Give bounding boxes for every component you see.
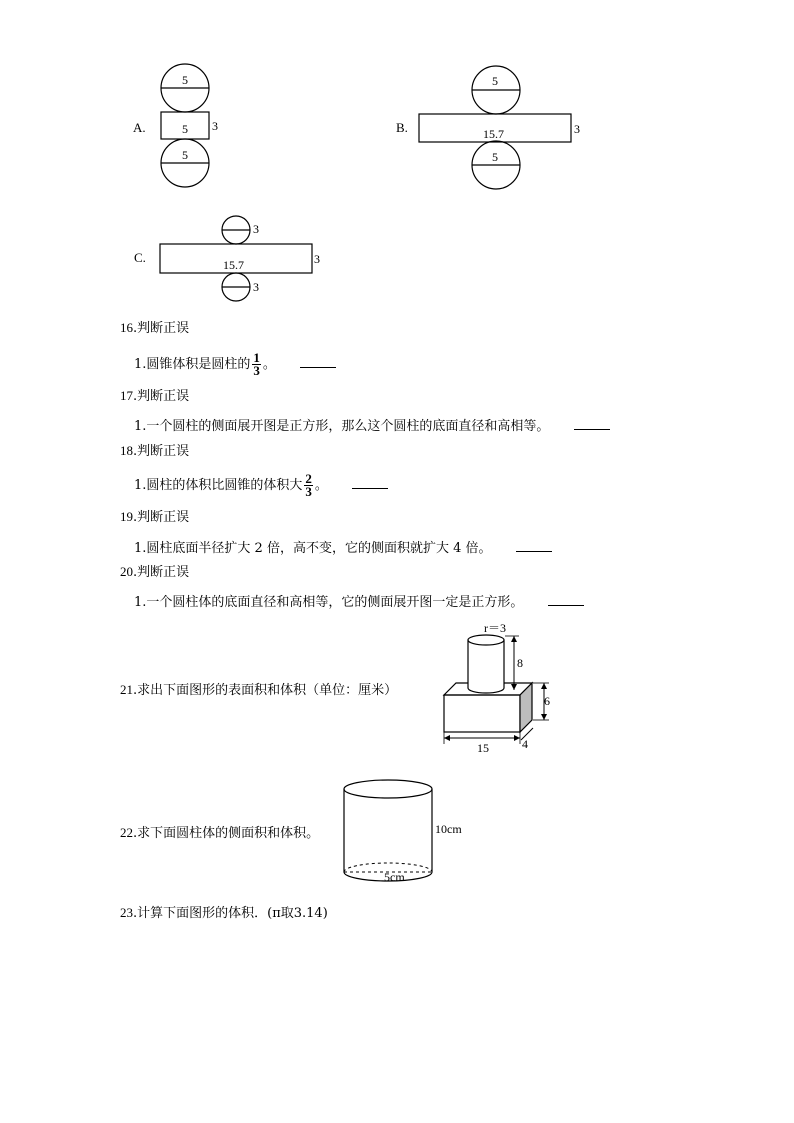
- box-height-label: 6: [544, 694, 550, 708]
- fraction-one-third: $\frac{1}{3}$: [253, 350, 260, 378]
- question-17-title: 17.判断正误: [120, 388, 190, 404]
- net-diagram-a: [125, 62, 235, 192]
- a-top-diameter: 5: [182, 73, 188, 87]
- b-bottom-diameter: 5: [492, 150, 498, 164]
- figure-22-cylinder: [335, 775, 475, 890]
- question-19-item: 1.圆柱底面半径扩大 2 倍，高不变，它的侧面积就扩大 4 倍。: [134, 538, 552, 557]
- net-diagram-c: [128, 212, 328, 307]
- radius-label: r＝3: [484, 621, 506, 635]
- cylinder-diagram: [335, 775, 475, 890]
- c-rect-height: 3: [314, 252, 320, 266]
- option-c-figure: [128, 212, 328, 307]
- option-c-label: C.: [134, 250, 146, 265]
- a-bottom-diameter: 5: [182, 148, 188, 162]
- option-b-label: B.: [396, 120, 408, 135]
- c-top-diameter: 3: [253, 222, 259, 236]
- b-rect-height: 3: [574, 122, 580, 136]
- answer-blank-16[interactable]: [300, 354, 336, 368]
- question-18-title: 18.判断正误: [120, 443, 190, 459]
- question-21-title: 21.求出下面图形的表面积和体积（单位：厘米）: [120, 682, 398, 698]
- b-top-diameter: 5: [492, 74, 498, 88]
- option-a-figure: [125, 62, 235, 192]
- a-rect-height: 3: [212, 119, 218, 133]
- question-22-title: 22.求下面圆柱体的侧面积和体积。: [120, 825, 320, 841]
- b-rect-width: 15.7: [483, 127, 504, 141]
- answer-blank-20[interactable]: [548, 592, 584, 606]
- question-20-title: 20.判断正误: [120, 564, 190, 580]
- fraction-two-thirds: $\frac{2}{3}$: [305, 471, 312, 499]
- c-bottom-diameter: 3: [253, 280, 259, 294]
- question-23-title: 23.计算下面图形的体积．(π取3.14): [120, 905, 328, 921]
- answer-blank-17[interactable]: [574, 416, 610, 430]
- answer-blank-19[interactable]: [516, 538, 552, 552]
- answer-blank-18[interactable]: [352, 475, 388, 489]
- box-length-label: 15: [477, 741, 489, 755]
- question-16-item: 1.圆锥体积是圆柱的 $\frac{1}{3}$ 。: [134, 352, 336, 377]
- question-16-title: 16.判断正误: [120, 320, 190, 336]
- question-20-item: 1.一个圆柱体的底面直径和高相等，它的侧面展开图一定是正方形。: [134, 592, 584, 611]
- c-rect-width: 15.7: [223, 258, 244, 272]
- box-depth-label: 4: [522, 737, 528, 751]
- question-18-item: 1.圆柱的体积比圆锥的体积大 $\frac{2}{3}$ 。: [134, 473, 388, 498]
- cylinder-height-label: 8: [517, 656, 523, 670]
- option-a-label: A.: [133, 120, 146, 135]
- net-diagram-b: [393, 62, 593, 192]
- option-b-figure: [393, 62, 593, 192]
- cylinder-height-label: 10cm: [435, 822, 462, 836]
- composite-solid-diagram: [435, 620, 565, 760]
- figure-21-cylinder-on-box: [435, 620, 565, 760]
- question-17-item: 1.一个圆柱的侧面展开图是正方形，那么这个圆柱的底面直径和高相等。: [134, 416, 610, 435]
- a-rect-width: 5: [182, 122, 188, 136]
- question-19-title: 19.判断正误: [120, 509, 190, 525]
- cylinder-diameter-label: 5cm: [384, 870, 405, 884]
